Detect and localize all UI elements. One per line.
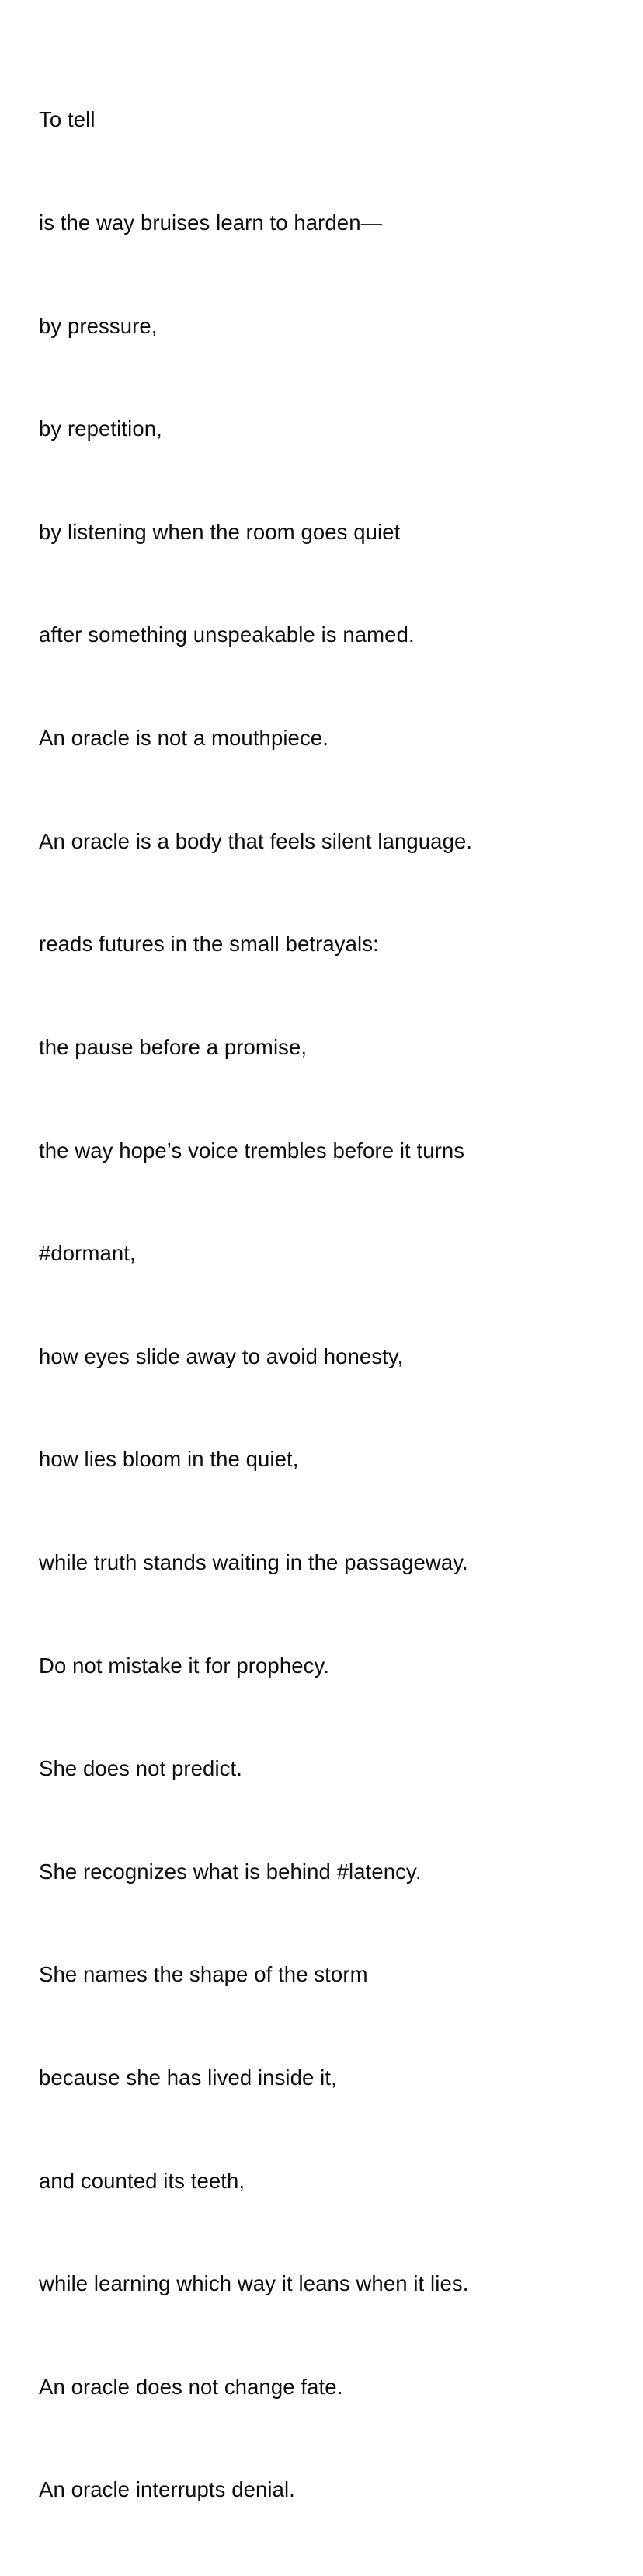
poem-line: An oracle does not change fate. xyxy=(39,2374,343,2399)
poem-line: An oracle is not a mouthpiece. xyxy=(39,726,328,751)
poem-line: reads futures in the small betrayals: xyxy=(39,932,379,957)
poem-line: how lies bloom in the quiet, xyxy=(39,1447,299,1472)
poem-line: the way hope’s voice trembles before it turns xyxy=(39,1138,465,1163)
poem-line: how eyes slide away to avoid honesty, xyxy=(39,1344,404,1368)
poem-line: She names the shape of the storm xyxy=(39,1962,368,1987)
poem-line: by listening when the room goes quiet xyxy=(39,519,401,544)
poem-line: Do not mistake it for prophecy. xyxy=(39,1653,330,1678)
poem-line: because she has lived inside it, xyxy=(39,2065,337,2090)
poem-line: by pressure, xyxy=(39,313,158,338)
poem-line: An oracle is a body that feels silent language. xyxy=(39,828,473,853)
poem-line: is the way bruises learn to harden— xyxy=(39,211,383,235)
poem-line: after something unspeakable is named. xyxy=(39,622,415,647)
poem-line: To tell xyxy=(39,107,96,132)
poem-line: while learning which way it leans when it lies. xyxy=(39,2271,469,2296)
poem-line: #dormant, xyxy=(39,1241,136,1266)
poem-line: She recognizes what is behind #latency. xyxy=(39,1859,422,1884)
poem-line: and counted its teeth, xyxy=(39,2168,245,2193)
poem-line: An oracle interrupts denial. xyxy=(39,2477,295,2502)
poem-line: the pause before a promise, xyxy=(39,1034,308,1059)
poem-line: She does not predict. xyxy=(39,1756,242,1781)
poem-line: while truth stands waiting in the passageway. xyxy=(39,1549,468,1574)
poem-line: by repetition, xyxy=(39,417,162,441)
poem-text xyxy=(39,34,604,2576)
